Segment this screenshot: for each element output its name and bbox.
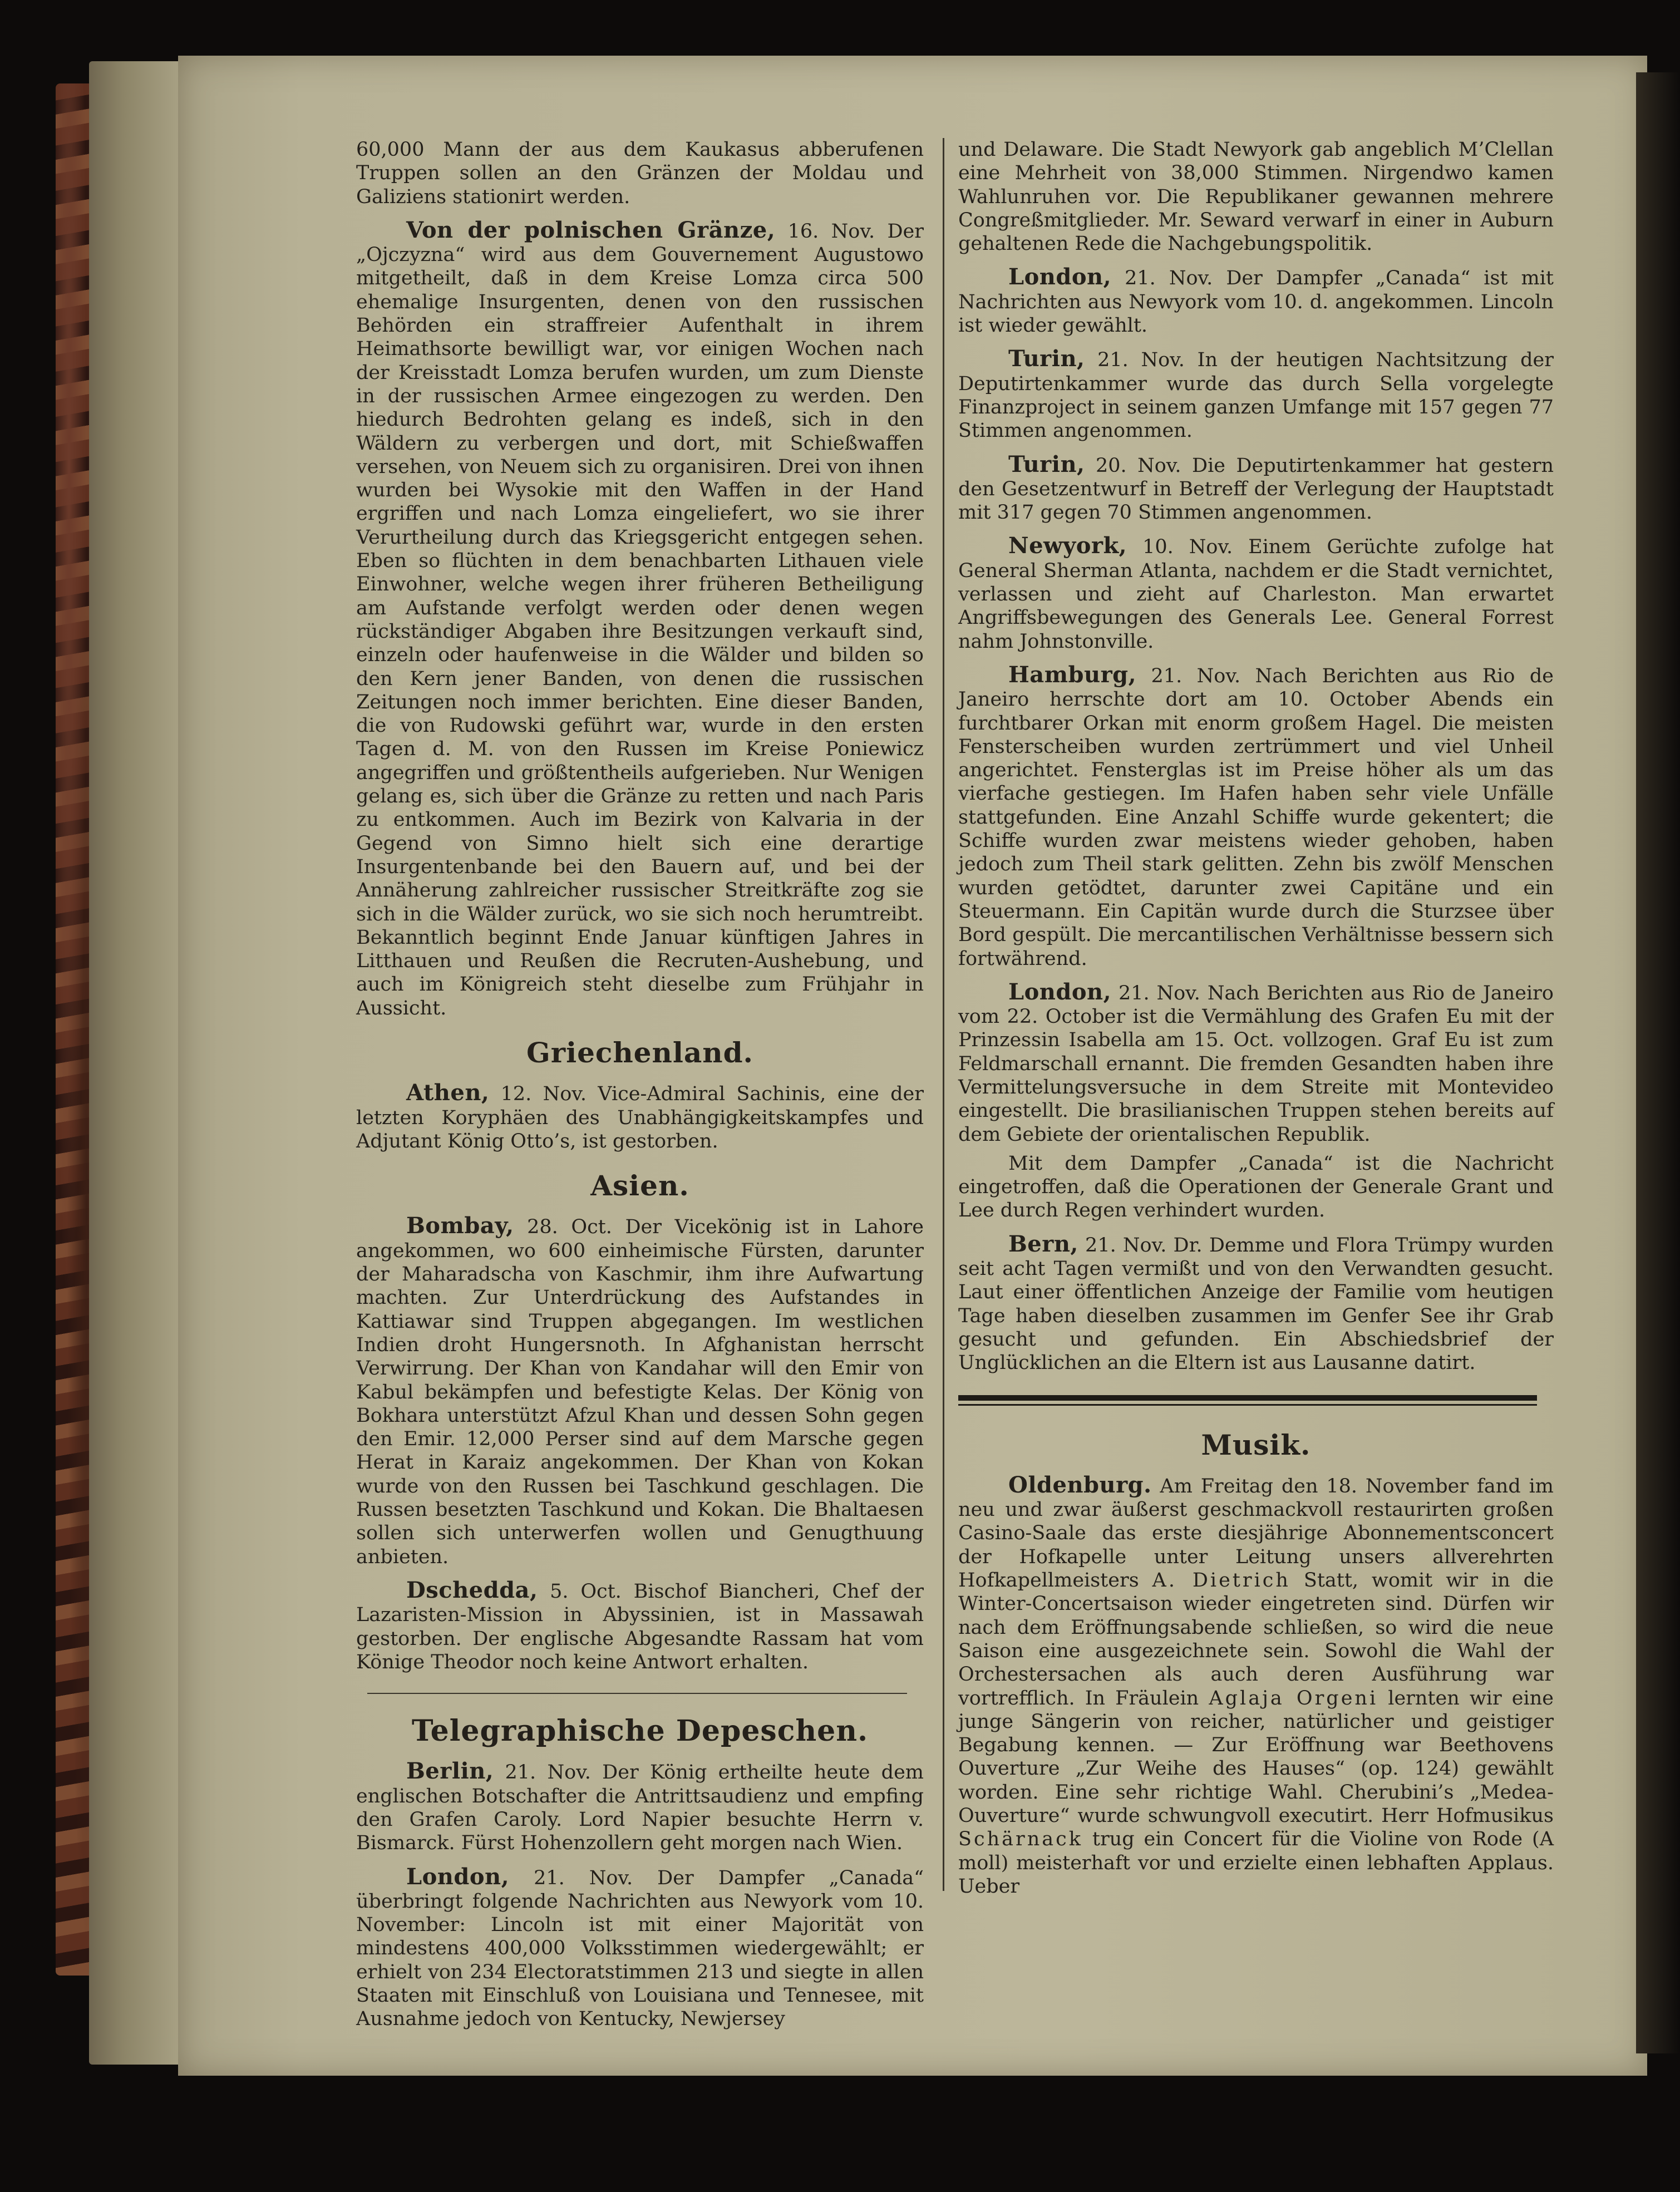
article-text: lernten wir eine junge Sängerin von reicher, natürlicher und geistiger Begabung kennen. — Zur Eröffnung war Beethovens Ouverture „Zur Weihe des Hauses“ (op. 124) gewählt worden. Eine sehr richtige Wahl. Cherubini’s „Medea-Ouverture“ wurde schwungvoll executirt. Herr Hofmusikus	[958, 1687, 1554, 1827]
article-text: 21. Nov. In der heutigen Nachtsitzung der Deputirtenkammer wurde das durch Sella vorgelegte Finanzproject in seinem ganzen Umfange mit 157 gegen 77 Stimmen angenommen.	[958, 349, 1554, 442]
article-london-2	[958, 265, 1554, 337]
article-oldenburg	[958, 1471, 1554, 1898]
section-divider-thick	[958, 1395, 1537, 1401]
article-london-1	[356, 1865, 924, 2031]
article-bombay	[356, 1214, 924, 1568]
article-berlin	[356, 1760, 924, 1855]
article-text: 10. Nov. Einem Gerüchte zufolge hat General Sherman Atlanta, nachdem er die Stadt vernichtet, verlassen und zieht auf Charleston. Man erwartet Angriffsbewegungen des Generals Lee. General Forrest nahm Johnstonville.	[958, 536, 1554, 653]
singer-name: Aglaja Orgeni	[1209, 1687, 1378, 1710]
article-place: Hamburg,	[1008, 661, 1137, 688]
section-heading-music: Musik.	[1201, 1428, 1311, 1461]
violinist-name: Schärnack	[958, 1828, 1083, 1851]
article-text: 21. Nov. Der Dampfer „Canada“ ist mit Nachrichten aus Newyork vom 10. d. angekommen. Lincoln ist wieder gewählt.	[958, 267, 1554, 337]
article-text: 20. Nov. Die Deputirtenkammer hat gestern den Gesetzentwurf in Betreff der Verlegung der Hauptstadt mit 317 gegen 70 Stimmen angenommen.	[958, 454, 1554, 524]
left-column	[356, 138, 924, 2031]
article-place: Berlin,	[406, 1758, 494, 1785]
section-divider	[367, 1693, 907, 1694]
article-place: Oldenburg.	[1008, 1471, 1152, 1498]
right-column	[958, 138, 1554, 1898]
article-text: 21. Nov. Nach Berichten aus Rio de Janeiro vom 22. October ist die Vermählung des Grafen Eu mit der Prinzessin Isabella am 15. Oct. vollzogen. Graf Eu ist zum Feldmarschall ernannt. Die fremden Gesandten haben ihre Vermittelungsversuche in dem Streite mit Montevideo eingestellt. Die brasilianischen Truppen stehen bereits auf dem Gebiete der orientalischen Republik.	[958, 982, 1554, 1146]
page-shadow	[1636, 72, 1680, 2053]
article-text: 21. Nov. Der Dampfer „Canada“ überbringt folgende Nachrichten aus Newyork vom 10. November: Lincoln ist mit einer Majorität von mindestens 400,000 Volksstimmen wiedergewählt; er erhielt von 234 Electoratstimmen 213 und siegte in allen Staaten mit Einschluß von Louisiana und Tennesee, mit Ausnahme jedoch von Kentucky, Newjersey	[356, 1866, 924, 2031]
article-newyork	[958, 534, 1554, 653]
article-text: 5. Oct. Bischof Biancheri, Chef der Lazaristen-Mission in Abyssinien, ist in Massawah gestorben. Der englische Abgesandte Rassam hat vom Könige Theodor noch keine Antwort erhalten.	[356, 1580, 924, 1673]
article-place: Bombay,	[406, 1213, 514, 1239]
article-hamburg	[958, 663, 1554, 971]
article-place: Bern,	[1008, 1230, 1078, 1257]
article-text: 28. Oct. Der Vicekönig ist in Lahore angekommen, wo 600 einheimische Fürsten, darunter der Maharadscha von Kaschmir, ihm ihre Aufwartung machten. Zur Unterdrückung des Aufstandes in Kattiawar sind Truppen abgegangen. Im westlichen Indien droht Hungersnoth. In Afghanistan herrscht Verwirrung. Der Khan von Kandahar will den Emir von Kabul bekämpfen und befestigte Kelas. Der König von Bokhara unterstützt Afzul Khan und dessen Sohn gegen den Emir. 12,000 Perser sind auf dem Marsche gegen Herat in Karaiz angekommen. Der Khan von Kokan wurde von den Russen bei Taschkund geschlagen. Die Russen besetzten Taschkund und Kokan. Die Bhaltaesen sollen sich unterwerfen wollen und Genugthuung anbieten.	[356, 1216, 924, 1568]
section-heading-telegraph: Telegraphische Depeschen.	[411, 1714, 869, 1748]
article-place: London,	[406, 1863, 510, 1890]
article-turin-1	[958, 347, 1554, 442]
section-heading-greece: Griechenland.	[526, 1036, 753, 1069]
article-polish-border	[356, 216, 924, 1020]
article-text: 21. Nov. Dr. Demme und Flora Trümpy wurden seit acht Tagen vermißt und von den Verwandten gesucht. Laut einer öffentlichen Anzeige der Familie vom heutigen Tage haben dieselben zusammen im Genfer See ihr Grab gesucht und gefunden. Ein Abschiedsbrief der Unglücklichen an die Eltern ist aus Lausanne datirt.	[958, 1234, 1554, 1375]
article-text: Statt, womit wir in die Winter-Concertsaison wieder eingetreten sind. Dürfen wir nach dem Eröffnungsabende schließen, so wird die neue Saison eine ausgezeichnete sein. Sowohl die Wahl der Orchestersachen als auch deren Ausführung war vortrefflich. In Fräulein	[958, 1569, 1554, 1710]
article-text: 21. Nov. Der König ertheilte heute dem englischen Botschafter die Antrittsaudienz und empfing den Grafen Caroly. Lord Napier besuchte Herrn v. Bismarck. Fürst Hohenzollern geht morgen nach Wien.	[356, 1761, 924, 1855]
article-text: 16. Nov. Der „Ojczyzna“ wird aus dem Gouvernement Augustowo mitgetheilt, daß in dem Kreise Lomza circa 500 ehemalige Insurgenten, denen von den russischen Behörden ein straffreier Aufenthalt in ihrem Heimathsorte bewilligt war, vor einigen Wochen nach der Kreisstadt Lomza berufen wurden, um zum Dienste in der russischen Armee eingezogen zu werden. Den hiedurch Bedrohten gelang es indeß, sich in den Wäldern zu verbergen und dort, mit Schießwaffen versehen, von Neuem sich zu organisiren. Drei von ihnen wurden bei Wysokie mit den Waffen in der Hand ergriffen und nach Lomza eingeliefert, wo sie ihrer Verurtheilung durch das Kriegsgericht entgegen sehen. Eben so flüchten in dem benachbarten Lithauen viele Einwohner, welche wegen ihrer früheren Betheiligung am Aufstande verfolgt werden oder denen wegen rückständiger Abgaben ihre Besitzungen verkauft sind, einzeln oder haufenweise in die Wälder und bilden so den Kern jener Banden, von denen die russischen Zeitungen noch immer berichten. Eine dieser Banden, die von Rudowski geführt war, wurde in den ersten Tagen d. M. von den Russen im Kreise Poniewicz angegriffen und größtentheils aufgerieben. Nur Wenigen gelang es, sich über die Gränze zu retten und nach Paris zu entkommen. Auch im Bezirk von Kalvaria in der Gegend von Simno hielt sich eine derartige Insurgentenbande bei den Bauern auf, und bei der Annäherung zahlreicher russischer Streitkräfte zog sie sich in die Wälder zurück, wo sie sich noch herumtreibt. Bekanntlich beginnt Ende Januar künftigen Jahres in Litthauen und Reußen die Recruten-Aushebung, und auch im Königreich steht dieselbe zum Frühjahr in Aussicht.	[356, 220, 924, 1019]
article-bern	[958, 1230, 1554, 1375]
intro-paragraph: 60,000 Mann der aus dem Kaukasus abberufenen Truppen sollen an den Gränzen der Moldau und Galiziens stationirt werden.	[356, 139, 924, 208]
article-place: Dschedda,	[406, 1577, 538, 1603]
section-divider-thin	[958, 1404, 1537, 1406]
article-jeddah	[356, 1579, 924, 1674]
article-turin-2	[958, 453, 1554, 525]
article-text: 21. Nov. Nach Berichten aus Rio de Janeiro herrschte dort am 10. October Abends ein furchtbarer Orkan mit enorm großem Hagel. Die meisten Fensterscheiben wurden zertrümmert und viel Unheil angerichtet. Fensterglas ist im Preise höher als um das vierfache gestiegen. Im Hafen haben sehr viele Unfälle stattgefunden. Eine Anzahl Schiffe wurde gekentert; die Schiffe wurden zwar meistens wieder gehoben, haben jedoch zum Theil stark gelitten. Zehn bis zwölf Menschen wurden getödtet, darunter zwei Capitäne und ein Steuermann. Ein Capitän wurde durch die Sturzsee über Bord gespült. Die mercantilischen Verhältnisse bessern sich fortwährend.	[958, 664, 1554, 970]
article-text: 12. Nov. Vice-Admiral Sachinis, eine der letzten Koryphäen des Unabhängigkeitskampfes und Adjutant König Otto’s, ist gestorben.	[356, 1083, 924, 1152]
continuation-paragraph: und Delaware. Die Stadt Newyork gab angeblich M’Clellan eine Mehrheit von 38,000 Stimmen. Nirgendwo kamen Wahlunruhen vor. Die Republikaner gewannen mehrere Congreßmitglieder. Mr. Seward verwarf in einer in Auburn gehaltenen Rede die Nachgebungspolitik.	[958, 139, 1554, 255]
article-text: trug ein Concert für die Violine von Rode (A moll) meisterhaft vor und erzielte einen lebhaften Applaus. Ueber	[958, 1828, 1554, 1898]
article-place: Von der polnischen Gränze,	[406, 216, 776, 243]
article-canada-news: Mit dem Dampfer „Canada“ ist die Nachricht eingetroffen, daß die Operationen der Generale Grant und Lee durch Regen verhindert wurden.	[958, 1152, 1554, 1222]
article-place: Turin,	[1008, 346, 1085, 372]
article-place: London,	[1008, 978, 1112, 1005]
article-london-3	[958, 978, 1554, 1146]
section-heading-asia: Asien.	[590, 1169, 689, 1203]
article-place: Athen,	[406, 1080, 490, 1106]
article-place: Turin,	[1008, 451, 1085, 477]
column-divider	[943, 138, 944, 1891]
article-text: Am Freitag den 18. November fand im neu und zwar äußerst geschmackvoll restaurirten großen Casino-Saale das erste diesjährige Abonnementsconcert der Hofkapelle unter Leitung unsers allverehrten Hofkapellmeisters	[958, 1475, 1554, 1592]
conductor-name: A. Dietrich	[1152, 1569, 1290, 1592]
article-place: London,	[1008, 264, 1112, 290]
article-athens	[356, 1081, 924, 1153]
article-place: Newyork,	[1008, 533, 1127, 559]
